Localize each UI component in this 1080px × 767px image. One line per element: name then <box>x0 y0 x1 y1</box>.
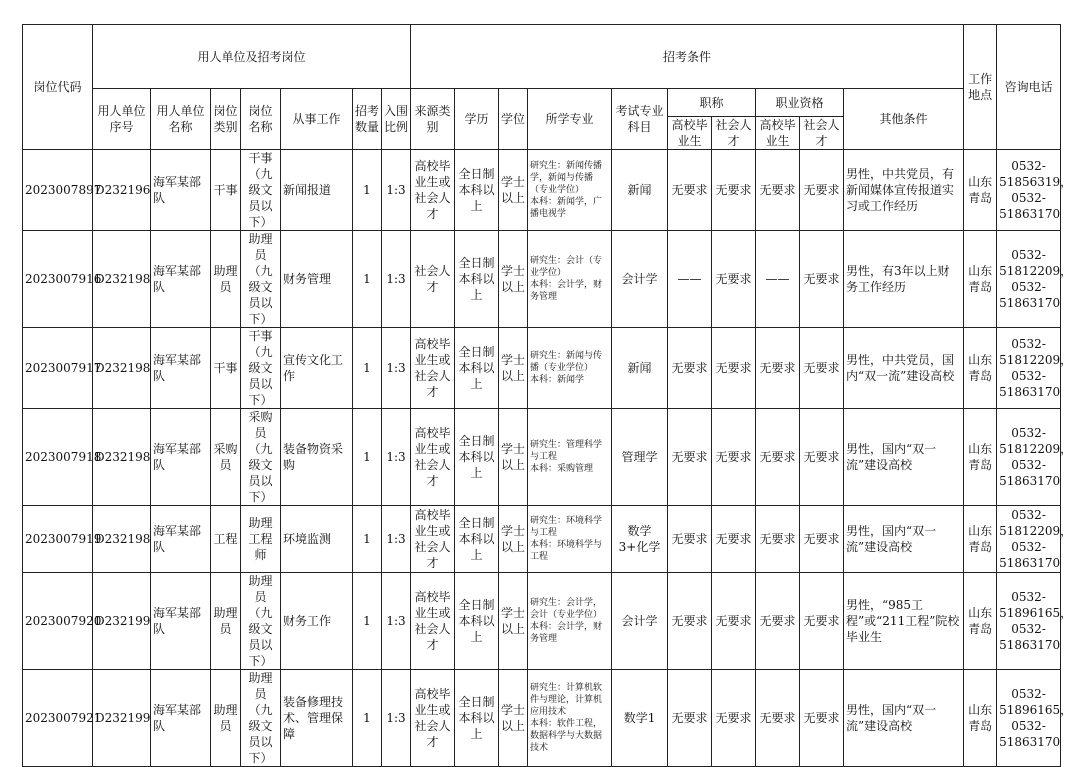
header-post-name: 岗位名称 <box>241 89 281 150</box>
cell-phone: 0532-51856319，0532-51863170 <box>997 150 1061 231</box>
header-unit-group: 用人单位及招考岗位 <box>93 25 411 89</box>
cell-count: 1 <box>353 409 382 506</box>
cell-post-type: 干事 <box>211 328 241 409</box>
cell-major: 研究生：计算机软件与理论，计算机应用技术 本科：软件工程，数据科学与大数据技术 <box>528 670 612 767</box>
cell-work-location: 山东青岛 <box>964 328 997 409</box>
cell-unit-seq: D232198 <box>93 409 151 506</box>
cell-work: 宣传文化工作 <box>281 328 353 409</box>
cell-post-type: 采购员 <box>211 409 241 506</box>
cell-count: 1 <box>353 150 382 231</box>
header-phone: 咨询电话 <box>997 25 1061 150</box>
cell-other: 男性，国内“双一流”建设高校 <box>844 670 964 767</box>
cell-title-social: 无要求 <box>712 506 756 573</box>
cell-unit-name: 海军某部队 <box>151 573 211 670</box>
cell-education: 全日制本科以上 <box>455 670 499 767</box>
cell-count: 1 <box>353 670 382 767</box>
cell-work: 环境监测 <box>281 506 353 573</box>
cell-post-type: 工程 <box>211 506 241 573</box>
cell-unit-name: 海军某部队 <box>151 409 211 506</box>
cell-qual-grad: 无要求 <box>756 409 800 506</box>
cell-work-location: 山东青岛 <box>964 150 997 231</box>
cell-count: 1 <box>353 506 382 573</box>
cell-ratio: 1:3 <box>382 409 411 506</box>
cell-work: 装备修理技术、管理保障 <box>281 670 353 767</box>
header-unit-seq: 用人单位序号 <box>93 89 151 150</box>
header-count: 招考数量 <box>353 89 382 150</box>
cell-work-location: 山东青岛 <box>964 573 997 670</box>
cell-title-social: 无要求 <box>712 409 756 506</box>
cell-title-grad: 无要求 <box>668 573 712 670</box>
cell-unit-seq: D232198 <box>93 231 151 328</box>
cell-title-grad: 无要求 <box>668 150 712 231</box>
cell-work: 装备物资采购 <box>281 409 353 506</box>
cell-degree: 学士以上 <box>499 506 528 573</box>
header-work: 从事工作 <box>281 89 353 150</box>
cell-qual-grad: 无要求 <box>756 506 800 573</box>
header-source: 来源类别 <box>411 89 455 150</box>
cell-qual-social: 无要求 <box>800 150 844 231</box>
cell-post-name: 助理员（九级文员以下） <box>241 670 281 767</box>
cell-title-grad: 无要求 <box>668 670 712 767</box>
table-row <box>23 231 1061 328</box>
cell-major: 研究生：环境科学与工程 本科：环境科学与工程 <box>528 506 612 573</box>
cell-post-code: 2023007918 <box>23 409 93 506</box>
cell-exam-subject: 会计学 <box>612 573 668 670</box>
cell-phone: 0532-51812209，0532-51863170 <box>997 409 1061 506</box>
cell-exam-subject: 会计学 <box>612 231 668 328</box>
cell-title-social: 无要求 <box>712 231 756 328</box>
cell-education: 全日制本科以上 <box>455 328 499 409</box>
cell-work: 财务工作 <box>281 573 353 670</box>
cell-title-social: 无要求 <box>712 150 756 231</box>
cell-work: 财务管理 <box>281 231 353 328</box>
cell-work: 新闻报道 <box>281 150 353 231</box>
cell-unit-name: 海军某部队 <box>151 231 211 328</box>
cell-other: 男性，“985工程”或“211工程”院校毕业生 <box>844 573 964 670</box>
cell-qual-social: 无要求 <box>800 506 844 573</box>
cell-count: 1 <box>353 328 382 409</box>
header-conditions-group: 招考条件 <box>411 25 964 89</box>
cell-other: 男性，中共党员，国内“双一流”建设高校 <box>844 328 964 409</box>
cell-source: 社会人才 <box>411 231 455 328</box>
cell-exam-subject: 管理学 <box>612 409 668 506</box>
cell-other: 男性，国内“双一流”建设高校 <box>844 409 964 506</box>
cell-other: 男性，中共党员，有新闻媒体宣传报道实习或工作经历 <box>844 150 964 231</box>
cell-unit-name: 海军某部队 <box>151 150 211 231</box>
cell-qual-grad: 无要求 <box>756 150 800 231</box>
cell-degree: 学士以上 <box>499 409 528 506</box>
cell-unit-seq: D232198 <box>93 506 151 573</box>
cell-title-grad: 无要求 <box>668 328 712 409</box>
cell-degree: 学士以上 <box>499 670 528 767</box>
table-row <box>23 409 1061 506</box>
header-major: 所学专业 <box>528 89 612 150</box>
cell-source: 高校毕业生或社会人才 <box>411 573 455 670</box>
cell-major: 研究生：会计学，会计（专业学位） 本科：会计学，财务管理 <box>528 573 612 670</box>
cell-ratio: 1:3 <box>382 328 411 409</box>
cell-post-name: 助理员（九级文员以下） <box>241 231 281 328</box>
cell-degree: 学士以上 <box>499 150 528 231</box>
cell-title-grad: —— <box>668 231 712 328</box>
cell-major: 研究生：会计（专业学位） 本科：会计学，财务管理 <box>528 231 612 328</box>
cell-title-social: 无要求 <box>712 328 756 409</box>
header-exam-subject: 考试专业科目 <box>612 89 668 150</box>
cell-phone: 0532-51896165，0532-51863170 <box>997 670 1061 767</box>
cell-qual-social: 无要求 <box>800 670 844 767</box>
cell-exam-subject: 新闻 <box>612 150 668 231</box>
cell-count: 1 <box>353 573 382 670</box>
table-body <box>23 150 1073 767</box>
cell-degree: 学士以上 <box>499 573 528 670</box>
cell-post-code: 2023007916 <box>23 231 93 328</box>
cell-education: 全日制本科以上 <box>455 573 499 670</box>
cell-work-location: 山东青岛 <box>964 670 997 767</box>
cell-phone: 0532-51812209，0532-51863170 <box>997 506 1061 573</box>
header-qual-social: 社会人才 <box>800 117 844 150</box>
cell-ratio: 1:3 <box>382 150 411 231</box>
cell-phone: 0532-51812209，0532-51863170 <box>997 231 1061 328</box>
cell-qual-social: 无要求 <box>800 573 844 670</box>
cell-major: 研究生：新闻与传播（专业学位） 本科：新闻学 <box>528 328 612 409</box>
header-education: 学历 <box>455 89 499 150</box>
cell-degree: 学士以上 <box>499 328 528 409</box>
table-row <box>23 573 1061 670</box>
cell-qual-grad: 无要求 <box>756 328 800 409</box>
cell-unit-seq: D232199 <box>93 573 151 670</box>
cell-qual-social: 无要求 <box>800 231 844 328</box>
cell-other: 男性，有3年以上财务工作经历 <box>844 231 964 328</box>
cell-qual-social: 无要求 <box>800 409 844 506</box>
cell-post-code: 2023007920 <box>23 573 93 670</box>
cell-work-location: 山东青岛 <box>964 506 997 573</box>
header-degree: 学位 <box>499 89 528 150</box>
cell-source: 高校毕业生或社会人才 <box>411 506 455 573</box>
table-row <box>23 670 1061 767</box>
cell-source: 高校毕业生或社会人才 <box>411 150 455 231</box>
cell-work-location: 山东青岛 <box>964 231 997 328</box>
table-row <box>23 328 1061 409</box>
cell-education: 全日制本科以上 <box>455 409 499 506</box>
cell-qual-social: 无要求 <box>800 328 844 409</box>
cell-education: 全日制本科以上 <box>455 231 499 328</box>
header-qual-group: 职业资格 <box>756 89 844 117</box>
cell-unit-seq: D232199 <box>93 670 151 767</box>
cell-education: 全日制本科以上 <box>455 506 499 573</box>
cell-post-code: 2023007917 <box>23 328 93 409</box>
cell-unit-name: 海军某部队 <box>151 328 211 409</box>
cell-qual-grad: 无要求 <box>756 573 800 670</box>
cell-source: 高校毕业生或社会人才 <box>411 670 455 767</box>
cell-major: 研究生：新闻传播学，新闻与传播（专业学位） 本科：新闻学，广播电视学 <box>528 150 612 231</box>
header-qual-grad: 高校毕业生 <box>756 117 800 150</box>
header-other: 其他条件 <box>844 89 964 150</box>
cell-unit-seq: D232196 <box>93 150 151 231</box>
cell-title-grad: 无要求 <box>668 409 712 506</box>
header-post-type: 岗位类别 <box>211 89 241 150</box>
cell-phone: 0532-51896165，0532-51863170 <box>997 573 1061 670</box>
cell-ratio: 1:3 <box>382 231 411 328</box>
cell-post-type: 助理员 <box>211 231 241 328</box>
cell-major: 研究生：管理科学与工程 本科：采购管理 <box>528 409 612 506</box>
header-ratio: 入围比例 <box>382 89 411 150</box>
cell-education: 全日制本科以上 <box>455 150 499 231</box>
cell-post-type: 助理员 <box>211 573 241 670</box>
cell-other: 男性，国内“双一流”建设高校 <box>844 506 964 573</box>
cell-exam-subject: 数学3+化学 <box>612 506 668 573</box>
table-row <box>23 150 1061 231</box>
cell-post-type: 干事 <box>211 150 241 231</box>
cell-qual-grad: —— <box>756 231 800 328</box>
header-work-location: 工作地点 <box>964 25 997 150</box>
cell-degree: 学士以上 <box>499 231 528 328</box>
cell-ratio: 1:3 <box>382 506 411 573</box>
cell-phone: 0532-51812209，0532-51863170 <box>997 328 1061 409</box>
cell-unit-name: 海军某部队 <box>151 506 211 573</box>
cell-ratio: 1:3 <box>382 670 411 767</box>
cell-post-name: 干事（九级文员以下） <box>241 150 281 231</box>
header-unit-name: 用人单位名称 <box>151 89 211 150</box>
cell-title-social: 无要求 <box>712 670 756 767</box>
cell-post-name: 采购员（九级文员以下） <box>241 409 281 506</box>
cell-unit-seq: D232198 <box>93 328 151 409</box>
cell-exam-subject: 数学1 <box>612 670 668 767</box>
header-title-grad: 高校毕业生 <box>668 117 712 150</box>
header-post-code: 岗位代码 <box>23 25 93 150</box>
cell-post-type: 助理员 <box>211 670 241 767</box>
cell-ratio: 1:3 <box>382 573 411 670</box>
cell-post-code: 2023007921 <box>23 670 93 767</box>
cell-count: 1 <box>353 231 382 328</box>
recruitment-table <box>22 24 1073 767</box>
cell-work-location: 山东青岛 <box>964 409 997 506</box>
cell-unit-name: 海军某部队 <box>151 670 211 767</box>
cell-qual-grad: 无要求 <box>756 670 800 767</box>
cell-title-grad: 无要求 <box>668 506 712 573</box>
cell-post-name: 干事（九级文员以下） <box>241 328 281 409</box>
cell-post-code: 2023007897 <box>23 150 93 231</box>
cell-source: 高校毕业生或社会人才 <box>411 409 455 506</box>
header-title-group: 职称 <box>668 89 756 117</box>
cell-title-social: 无要求 <box>712 573 756 670</box>
cell-source: 高校毕业生或社会人才 <box>411 328 455 409</box>
cell-post-name: 助理员（九级文员以下） <box>241 573 281 670</box>
cell-post-code: 2023007919 <box>23 506 93 573</box>
cell-post-name: 助理工程师 <box>241 506 281 573</box>
header-title-social: 社会人才 <box>712 117 756 150</box>
table-row <box>23 506 1061 573</box>
cell-exam-subject: 新闻 <box>612 328 668 409</box>
